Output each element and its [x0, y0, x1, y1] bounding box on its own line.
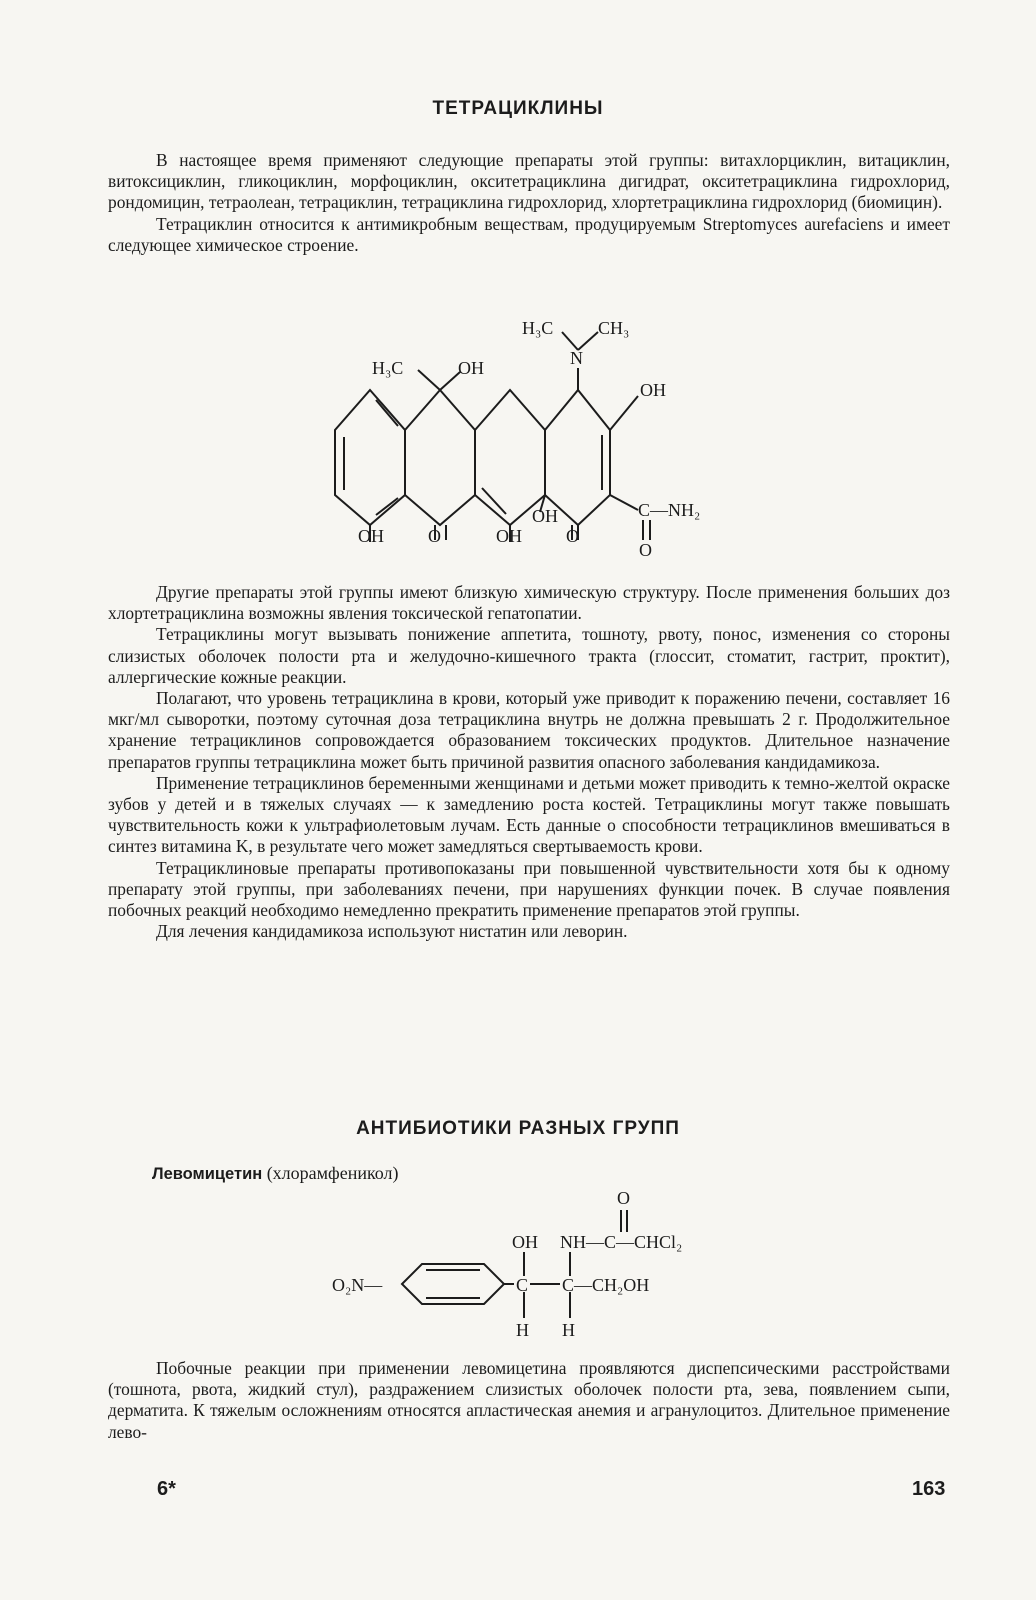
paragraph: Применение тетрациклинов беременными женщинами и детьми может приводить к темно-желтой окраске зубов у детей и в тяжелых случаях — к замедлению роста костей. Тетрациклины могут также повышать чувствительность кожи к ультрафиолетовым лучам. Есть данные о способности тетрациклинов вмешиваться в синтез витамина K, в результате чего может замедляться свертываемость крови. — [108, 772, 950, 857]
label: C—NH₂ — [638, 500, 701, 520]
label: NH—C—CHCl₂ — [560, 1232, 683, 1252]
paragraph: Тетрациклин относится к антимикробным веществам, продуцируемым Streptomyces aurefaciens и имеет следующее химическое строение. — [108, 213, 950, 255]
drug-name: Левомицетин — [152, 1165, 263, 1183]
label: OH — [532, 506, 558, 526]
label: O — [566, 526, 579, 546]
label: OH — [496, 526, 522, 546]
label: H₃C — [372, 358, 404, 378]
paragraph: Другие препараты этой группы имеют близкую химическую структуру. После применения больших доз хлортетрациклина возможны явления токсической гепатопатии. — [108, 582, 950, 624]
paragraph: Тетрациклиновые препараты противопоказаны при повышенной чувствительности хотя бы к одному препарату этой группы, при заболеваниях печени, при нарушениях функции почек. В случае появления побочных реакций необходимо немедленно прекратить применение препаратов этой группы. — [108, 857, 950, 921]
label: C — [516, 1275, 529, 1295]
section-title-tetracyclines: ТЕТРАЦИКЛИНЫ — [432, 98, 604, 119]
label: O₂N— — [332, 1275, 383, 1295]
body-text-2 — [108, 1358, 950, 1443]
page-number: 163 — [912, 1478, 946, 1500]
paragraph: Побочные реакции при применении левомицетина проявляются диспепсическими расстройствами (тошнота, рвота, жидкий стул), раздражением слизистых оболочек полости рта, зева, появлением сыпи, дерматита. К тяжелым осложнениям относятся апластическая анемия и агранулоцитоз. Длительное применение лево- — [108, 1358, 950, 1442]
chloramphenicol-structure — [330, 1180, 750, 1350]
paragraph: Тетрациклины могут вызывать понижение аппетита, тошноту, рвоту, понос, изменения со стороны слизистых оболочек полости рта и желудочно-кишечного тракта (глоссит, стоматит, гастрит, проктит), аллергические кожные реакции. — [108, 624, 950, 687]
section-title-antibiotics: АНТИБИОТИКИ РАЗНЫХ ГРУПП — [356, 1118, 680, 1139]
paragraph: Полагают, что уровень тетрациклина в крови, который уже приводит к поражению печени, составляет 16 мкг/мл сыворотки, поэтому суточная доза тетрациклина внутрь не должна превышать 2 г. Продолжительное хранение тетрациклинов сопровождается образованием токсических продуктов. Длительное назначение препаратов группы тетрациклина может быть причиной развития опасного заболевания кандидамикоза. — [108, 688, 950, 772]
label: H — [516, 1320, 529, 1340]
label: OH — [458, 358, 484, 378]
label: O — [428, 526, 441, 546]
drug-synonym: (хлорамфеникол) — [266, 1163, 399, 1183]
tetracycline-structure — [300, 300, 760, 570]
paragraph: В настоящее время применяют следующие препараты этой группы: витахлорциклин, витациклин, витоксициклин, гликоциклин, морфоциклин, окситетрациклина дигидрат, окситетрациклина гидрохлорид, рондомицин, тетраолеан, тетрациклин, тетрациклина гидрохлорид, хлортетрациклина гидрохлорид (биомицин). — [108, 150, 950, 213]
paragraph: Для лечения кандидамикоза используют нистатин или леворин. — [156, 921, 628, 942]
label: N — [570, 348, 583, 368]
label: H — [562, 1320, 575, 1340]
body-text — [108, 582, 950, 942]
label: OH — [640, 380, 666, 400]
label: O — [639, 540, 652, 560]
label: OH — [512, 1232, 538, 1252]
label: C—CH₂OH — [562, 1275, 650, 1295]
label: OH — [358, 526, 384, 546]
signature-mark: 6* — [157, 1478, 176, 1500]
intro-text — [108, 150, 950, 256]
label: CH₃ — [598, 318, 630, 338]
label: H₃C — [522, 318, 554, 338]
label: O — [617, 1188, 630, 1208]
